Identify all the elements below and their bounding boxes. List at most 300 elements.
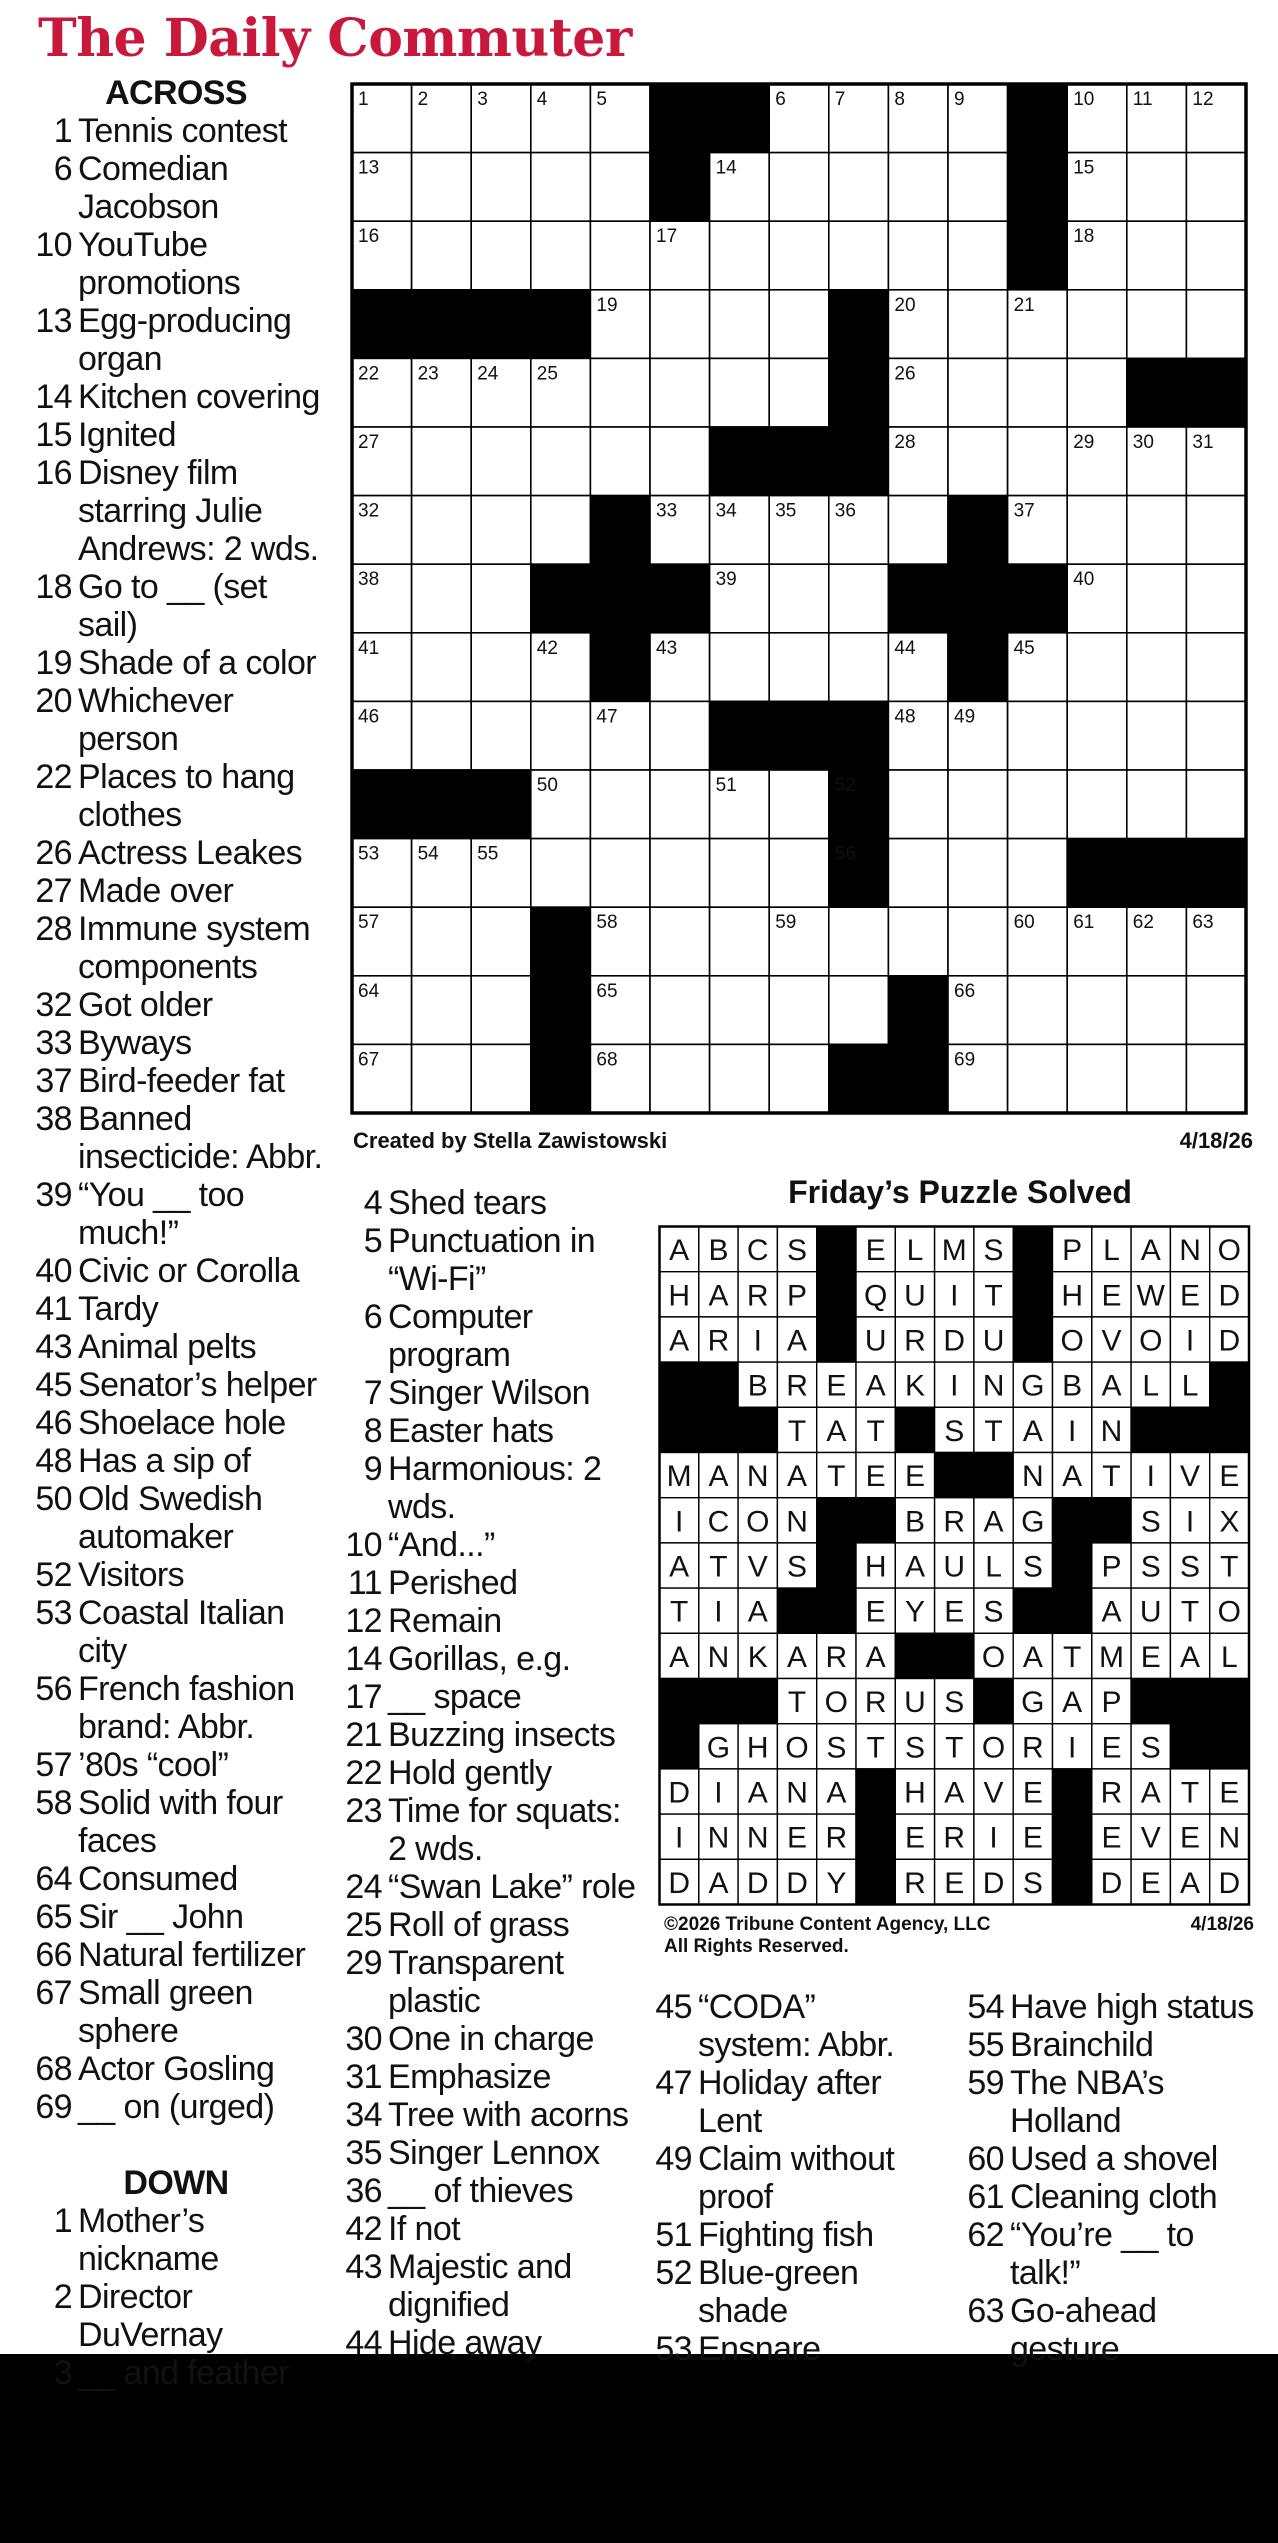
cell-number: 1 (358, 89, 369, 110)
black-square (352, 290, 412, 359)
clue-number: 38 (35, 1100, 72, 1138)
solution-letter: M (666, 1460, 692, 1494)
solution-letter: L (1181, 1369, 1199, 1403)
cell-number: 23 (417, 363, 439, 385)
grid-cell[interactable] (710, 358, 770, 427)
solution-letter: T (709, 1550, 728, 1584)
grid-cell[interactable] (769, 358, 829, 427)
solution-letter: N (786, 1776, 808, 1810)
grid-cell[interactable] (590, 427, 650, 496)
clue-number: 10 (35, 226, 72, 264)
clue (26, 2202, 326, 2278)
grid-cell[interactable] (1127, 633, 1187, 702)
down-clues-column-3 (646, 1988, 936, 2368)
credit-line (353, 1128, 1253, 1154)
clue (646, 2254, 936, 2330)
grid-cell[interactable] (1127, 290, 1187, 359)
solution-letter: A (1062, 1460, 1083, 1494)
clue (336, 1944, 636, 2020)
black-square (471, 770, 531, 839)
solution-letter: A (1140, 1776, 1161, 1810)
clue-text: Harmonious: 2 wds. (388, 1450, 602, 1526)
clue-text: Comedian Jacobson (78, 150, 229, 226)
grid-cell[interactable] (531, 427, 591, 496)
grid-cell[interactable] (471, 976, 531, 1045)
grid-cell[interactable] (531, 839, 591, 908)
clue (336, 1906, 636, 1944)
black-square (412, 290, 472, 359)
grid-cell[interactable] (769, 1044, 829, 1113)
clue-text: ’80s “cool” (78, 1746, 229, 1784)
clue (958, 2178, 1258, 2216)
grid-cell[interactable] (650, 427, 710, 496)
clue-text: Small green sphere (78, 1974, 253, 2050)
solution-letter: A (1101, 1595, 1122, 1629)
grid-cell[interactable] (471, 633, 531, 702)
clue (336, 1754, 636, 1792)
solution-letter: T (984, 1279, 1003, 1313)
grid-cell[interactable] (1186, 290, 1246, 359)
solution-letter: E (865, 1595, 886, 1629)
grid-cell[interactable] (829, 153, 889, 222)
clue (958, 2216, 1258, 2292)
grid-cell[interactable] (1186, 770, 1246, 839)
clue-number: 10 (345, 1526, 382, 1564)
solution-letter: A (787, 1460, 808, 1494)
grid-cell[interactable] (769, 839, 829, 908)
black-square (829, 1044, 889, 1113)
grid-cell[interactable] (1186, 1044, 1246, 1113)
solution-letter: N (746, 1460, 769, 1494)
clue-text: Ignited (78, 416, 176, 454)
clue-number: 53 (655, 2330, 692, 2368)
grid-cell[interactable] (471, 221, 531, 290)
solution-letter: S (787, 1234, 808, 1268)
clue-text: “And...” (388, 1526, 495, 1564)
grid-cell[interactable] (1186, 701, 1246, 770)
clue-text: One in charge (388, 2020, 594, 2058)
clue (336, 2210, 636, 2248)
grid-cell[interactable] (769, 153, 829, 222)
clue-number: 52 (655, 2254, 692, 2292)
solution-letter: T (1102, 1460, 1121, 1494)
grid-cell[interactable] (1127, 701, 1187, 770)
cell-number: 28 (894, 432, 916, 453)
clue-text: Gorillas, e.g. (388, 1640, 571, 1678)
solution-letter: T (866, 1414, 885, 1448)
grid-cell[interactable] (769, 290, 829, 359)
clue-number: 53 (35, 1594, 72, 1632)
clue-text: Singer Wilson (388, 1374, 590, 1412)
grid-cell[interactable] (888, 221, 948, 290)
solution-letter: P (787, 1279, 808, 1313)
grid-cell[interactable] (948, 770, 1008, 839)
solution-letter: O (981, 1731, 1006, 1765)
solution-letter: L (1221, 1640, 1238, 1674)
solution-letter: V (983, 1776, 1004, 1810)
solution-letter: O (785, 1731, 809, 1765)
black-square (769, 701, 829, 770)
clue (958, 2292, 1258, 2368)
grid-cell[interactable] (769, 221, 829, 290)
grid-cell[interactable] (1008, 701, 1068, 770)
clue (336, 1564, 636, 1602)
clue (336, 1868, 636, 1906)
solution-letter: V (747, 1550, 768, 1584)
grid-cell[interactable] (412, 701, 472, 770)
grid-cell[interactable] (531, 701, 591, 770)
grid-cell[interactable] (1186, 976, 1246, 1045)
black-square (1210, 1724, 1249, 1769)
solution-letter: R (864, 1686, 887, 1720)
clue-text: Go-ahead gesture (1010, 2292, 1157, 2368)
grid-cell[interactable] (948, 839, 1008, 908)
cell-number: 42 (536, 637, 558, 659)
grid-cell[interactable] (1008, 839, 1068, 908)
grid-cell[interactable] (1127, 153, 1187, 222)
solution-letter: M (1098, 1640, 1124, 1674)
solution-letter: T (827, 1460, 846, 1494)
solution-letter: R (786, 1369, 808, 1403)
grid-cell[interactable] (829, 221, 889, 290)
clue-number: 40 (35, 1252, 72, 1290)
grid-cell[interactable] (650, 907, 710, 976)
grid-cell[interactable] (888, 907, 948, 976)
black-square (590, 496, 650, 565)
solution-letter: D (1218, 1324, 1241, 1358)
grid-cell[interactable] (412, 221, 472, 290)
grid-cell[interactable] (888, 496, 948, 565)
black-square (1053, 1498, 1092, 1543)
solution-letter: A (826, 1414, 847, 1448)
grid-cell[interactable] (1127, 770, 1187, 839)
solution-letter: B (1062, 1369, 1083, 1403)
grid-cell[interactable] (1067, 633, 1127, 702)
clue (26, 986, 326, 1024)
grid-cell[interactable] (531, 221, 591, 290)
grid-cell[interactable] (412, 427, 472, 496)
grid-cell[interactable] (710, 907, 770, 976)
solution-letter: G (1021, 1505, 1045, 1539)
black-square (948, 633, 1008, 702)
solution-letter: S (787, 1550, 808, 1584)
grid-cell[interactable] (650, 839, 710, 908)
grid-cell[interactable] (471, 907, 531, 976)
cell-number: 60 (1013, 912, 1035, 934)
grid-cell[interactable] (590, 221, 650, 290)
clue-text: Has a sip of (78, 1442, 251, 1480)
solution-letter: O (1060, 1324, 1084, 1358)
cell-number: 44 (894, 637, 916, 659)
clue-text: Actor Gosling (78, 2050, 275, 2088)
solution-letter: P (1101, 1550, 1122, 1584)
solution-letter: A (904, 1550, 925, 1584)
solution-letter: U (904, 1686, 926, 1720)
grid-cell[interactable] (1127, 1044, 1187, 1113)
solution-letter: Q (863, 1279, 888, 1313)
clue-text: Animal pelts (78, 1328, 256, 1366)
grid-cell[interactable] (650, 290, 710, 359)
cell-number: 69 (954, 1049, 976, 1071)
grid-cell[interactable] (650, 358, 710, 427)
black-square (935, 1633, 974, 1678)
clue-text: If not (388, 2210, 461, 2248)
clue (958, 1988, 1258, 2026)
grid-cell[interactable] (650, 976, 710, 1045)
grid-cell[interactable] (1127, 564, 1187, 633)
grid-cell[interactable] (412, 1044, 472, 1113)
clue-number: 66 (35, 1936, 72, 1974)
black-square (829, 701, 889, 770)
grid-cell[interactable] (412, 976, 472, 1045)
clue (646, 2064, 936, 2140)
grid-cell[interactable] (1067, 701, 1127, 770)
solution-letter: T (945, 1731, 964, 1765)
clue-number: 28 (35, 910, 72, 948)
cell-number: 15 (1073, 157, 1095, 179)
clue-text: Perished (388, 1564, 518, 1602)
clue-text: Cleaning cloth (1010, 2178, 1218, 2216)
grid-cell[interactable] (948, 153, 1008, 222)
solution-letter: B (904, 1505, 925, 1539)
solution-letter: T (787, 1686, 807, 1720)
clue-text: Mother’s nickname (78, 2202, 219, 2278)
solution-letter: A (669, 1640, 690, 1674)
grid-cell[interactable] (412, 153, 472, 222)
grid-cell[interactable] (1067, 976, 1127, 1045)
grid-cell[interactable] (710, 839, 770, 908)
clue (26, 378, 326, 416)
solution-letter: D (1218, 1279, 1241, 1313)
cell-number: 21 (1013, 294, 1035, 316)
grid-cell[interactable] (1067, 358, 1127, 427)
grid-cell[interactable] (1067, 496, 1127, 565)
solution-letter: U (943, 1550, 966, 1584)
grid-cell[interactable] (1008, 358, 1068, 427)
grid-cell[interactable] (1127, 976, 1187, 1045)
grid-cell[interactable] (412, 564, 472, 633)
clue-text: Time for squats: 2 wds. (388, 1792, 621, 1868)
grid-cell[interactable] (948, 290, 1008, 359)
clue-text: Director DuVernay (78, 2278, 223, 2354)
clue-text: Singer Lennox (388, 2134, 600, 2172)
solution-letter: X (1219, 1505, 1240, 1539)
black-square (710, 427, 770, 496)
solution-letter: U (904, 1279, 926, 1313)
grid-cell[interactable] (710, 976, 770, 1045)
solution-letter: I (674, 1821, 684, 1855)
solution-letter: L (1103, 1234, 1120, 1268)
grid-cell[interactable] (590, 839, 650, 908)
black-square (1053, 1588, 1092, 1633)
grid-cell[interactable] (590, 153, 650, 222)
grid-cell[interactable] (412, 633, 472, 702)
grid-cell[interactable] (412, 496, 472, 565)
solution-letter: E (1180, 1279, 1201, 1313)
solution-letter: T (866, 1731, 885, 1765)
solution-letter: A (787, 1324, 808, 1358)
clue (336, 2172, 636, 2210)
clue-number: 55 (967, 2026, 1004, 2064)
solution-letter: T (1220, 1550, 1239, 1584)
cell-number: 66 (954, 980, 976, 1002)
clue-number: 25 (345, 1906, 382, 1944)
grid-cell[interactable] (471, 701, 531, 770)
grid-cell[interactable] (769, 770, 829, 839)
clue-text: __ and feather (78, 2354, 289, 2392)
grid-cell[interactable] (650, 770, 710, 839)
grid-cell[interactable] (769, 633, 829, 702)
grid-cell[interactable] (1008, 770, 1068, 839)
clue-text: Easter hats (388, 1412, 554, 1450)
grid-cell[interactable] (948, 358, 1008, 427)
grid-cell[interactable] (948, 221, 1008, 290)
grid-cell[interactable] (471, 564, 531, 633)
clue-number: 65 (35, 1898, 72, 1936)
black-square (699, 1362, 738, 1407)
black-square (531, 907, 591, 976)
solution-letter: O (824, 1686, 849, 1720)
cell-number: 8 (894, 89, 905, 110)
solution-letter: N (746, 1821, 769, 1855)
grid-cell[interactable] (1127, 496, 1187, 565)
clue (336, 1222, 636, 1298)
clue-number: 51 (655, 2216, 692, 2254)
grid-cell[interactable] (531, 496, 591, 565)
clue-number: 24 (345, 1868, 382, 1906)
grid-cell[interactable] (1127, 221, 1187, 290)
black-square (699, 1679, 738, 1724)
grid-cell[interactable] (769, 564, 829, 633)
clue-number: 7 (363, 1374, 382, 1412)
grid-cell[interactable] (829, 564, 889, 633)
solution-letter: I (1067, 1731, 1077, 1765)
black-square (856, 1498, 895, 1543)
clue-number: 43 (35, 1328, 72, 1366)
grid-cell[interactable] (710, 1044, 770, 1113)
solution-letter: D (1100, 1866, 1123, 1900)
solution-letter: P (1101, 1686, 1122, 1720)
solution-letter: A (747, 1595, 768, 1629)
grid-cell[interactable] (590, 770, 650, 839)
grid-cell[interactable] (1008, 427, 1068, 496)
grid-cell[interactable] (590, 358, 650, 427)
grid-cell[interactable] (710, 633, 770, 702)
grid-cell[interactable] (829, 633, 889, 702)
grid-cell[interactable] (710, 221, 770, 290)
clue-number: 34 (345, 2096, 382, 2134)
solution-letter: I (950, 1369, 959, 1403)
black-square (1131, 1407, 1170, 1452)
cell-number: 62 (1132, 912, 1154, 934)
grid-cell[interactable] (471, 1044, 531, 1113)
grid-cell[interactable] (888, 839, 948, 908)
solution-letter: V (1140, 1821, 1161, 1855)
grid-cell[interactable] (1008, 976, 1068, 1045)
grid-cell[interactable] (829, 907, 889, 976)
grid-cell[interactable] (1186, 633, 1246, 702)
clue-text: Disney film starring Julie Andrews: 2 wds. (78, 454, 319, 568)
solution-letter: A (1140, 1234, 1161, 1268)
solution-letter: P (1062, 1234, 1083, 1268)
clue-text: “Swan Lake” role (388, 1868, 636, 1906)
grid-cell[interactable] (531, 153, 591, 222)
solution-letter: A (944, 1776, 965, 1810)
grid-cell[interactable] (948, 427, 1008, 496)
grid-cell[interactable] (1008, 1044, 1068, 1113)
grid-cell[interactable] (471, 427, 531, 496)
down-clue-list-4 (958, 1988, 1258, 2368)
solution-letter: H (864, 1550, 887, 1584)
black-square (738, 1679, 777, 1724)
grid-cell[interactable] (1186, 496, 1246, 565)
clue (336, 2134, 636, 2172)
cell-number: 20 (894, 294, 916, 316)
black-square (650, 84, 710, 153)
clue (26, 1556, 326, 1594)
clue-text: Holiday after Lent (698, 2064, 882, 2140)
grid-cell[interactable] (710, 290, 770, 359)
grid-cell[interactable] (412, 907, 472, 976)
grid-cell[interactable] (471, 496, 531, 565)
grid-cell[interactable] (888, 770, 948, 839)
black-square (1053, 1543, 1092, 1588)
solution-letter: K (747, 1640, 768, 1674)
grid-cell[interactable] (471, 153, 531, 222)
black-square (817, 1588, 856, 1633)
grid-cell[interactable] (769, 976, 829, 1045)
grid-cell[interactable] (1067, 290, 1127, 359)
cell-number: 24 (477, 363, 499, 385)
clue (336, 1412, 636, 1450)
clue (26, 1328, 326, 1366)
grid-cell[interactable] (888, 153, 948, 222)
solution-letter: D (943, 1324, 966, 1358)
clue-number: 60 (967, 2140, 1004, 2178)
grid-cell[interactable] (829, 976, 889, 1045)
crossword-grid (350, 82, 1255, 1120)
black-square (817, 1272, 856, 1317)
black-square (1053, 1859, 1092, 1904)
clue-text: Natural fertilizer (78, 1936, 306, 1974)
clue (26, 416, 326, 454)
grid-cell[interactable] (1186, 153, 1246, 222)
grid-cell[interactable] (1186, 221, 1246, 290)
clue (336, 2324, 636, 2362)
grid-cell[interactable] (1067, 1044, 1127, 1113)
solution-letter: I (1146, 1460, 1155, 1494)
grid-cell[interactable] (1067, 770, 1127, 839)
solution-letter: A (708, 1460, 729, 1494)
clue-text: Byways (78, 1024, 192, 1062)
black-square (829, 427, 889, 496)
clue-number: 3 (53, 2354, 72, 2392)
solution-letter: W (1136, 1279, 1165, 1313)
solution-letter: Y (904, 1595, 925, 1629)
grid-cell[interactable] (948, 907, 1008, 976)
grid-cell[interactable] (1186, 564, 1246, 633)
solution-letter: R (1022, 1731, 1044, 1765)
black-square (1013, 1588, 1052, 1633)
solution-letter: E (904, 1460, 925, 1494)
clue-text: Made over (78, 872, 234, 910)
black-square (895, 1407, 934, 1452)
solution-letter: E (1180, 1821, 1201, 1855)
grid-cell[interactable] (650, 1044, 710, 1113)
cell-number: 45 (1013, 637, 1035, 659)
solution-letter: R (904, 1866, 926, 1900)
grid-cell[interactable] (650, 701, 710, 770)
